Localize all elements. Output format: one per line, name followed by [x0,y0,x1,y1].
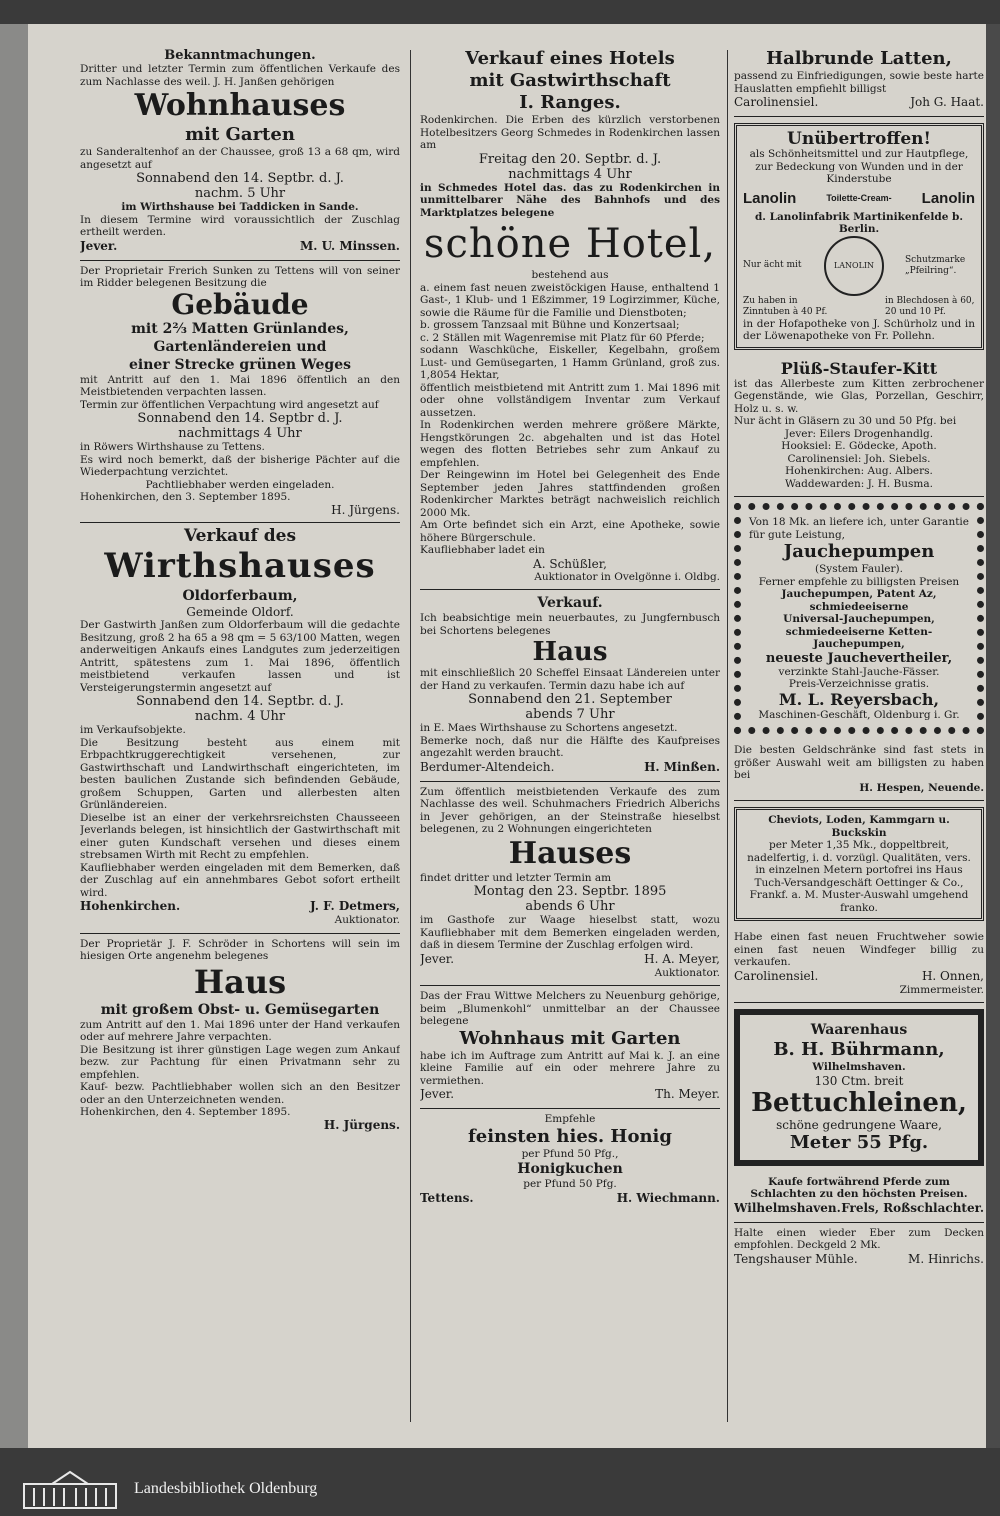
ad-title: feinsten hies. Honig [468,1125,672,1147]
ad-date: Sonnabend den 14. Septbr. d. J. [136,171,344,186]
ad-signature: H. Jürgens. [331,502,400,517]
dealer-item: Hohenkirchen: Aug. Albers. [785,465,933,477]
ad-text: Kaufliebhaber werden eingeladen mit dem Bemerken, daß der Zuschlag auf ein annehmbares Gebot sofort ertheilt wird. [80,861,400,899]
ad-text: Es wird noch bemerkt, daß der bisherige Pächter auf die Wiederpachtung verzichtet. [80,453,400,478]
ad-lanolin [734,123,984,350]
ad-signature-place: Carolinensiel. [734,95,819,109]
ad-gebaeude [80,261,400,524]
ad-text: Hohenkirchen, den 3. September 1895. [80,491,291,503]
ad-wohnhaus [80,44,400,261]
ad-price: in Blechdosen à 60, 20 und 10 Pf. [885,295,975,317]
ad-subtitle: einer Strecke grünen Weges [129,356,351,373]
ad-signature-place: Tengshauser Mühle. [734,1251,858,1266]
library-building-icon [22,1470,118,1510]
brand-name: Lanolin [921,189,975,207]
ad-buehrmann [734,1009,984,1166]
ad-text: Die Besitzung besteht aus einem mit Erbpachtkruggerechtigkeit versehenen, zur Gastwirthschaft und Landwirthschaft eingerichteten, im besten baulichen Zustande sich befindenden Gebäude, großem Schuppen, Garten und allerbesten alten Grünländereien. [80,736,400,811]
price-row [743,296,975,318]
ad-title: Wohnhaus mit Garten [459,1027,681,1049]
ad-text: Die Besitzung ist ihrer günstigen Lage wegen zum Ankauf bezw. zur Pachtung für einen Privatmann sehr zu empfehlen. [80,1043,400,1081]
ad-place: Wilhelmshaven. [812,1061,906,1073]
ad-text: mit Antritt auf den 1. Mai 1896 öffentlich an den Meistbietenden verpachten lassen. [80,373,400,398]
ad-wohnhaus-garten [420,986,720,1109]
ad-pferde [734,1172,984,1223]
ad-subtitle: mit großem Obst- u. Gemüsegarten [100,1001,380,1018]
dealer-item: Jever: Eilers Drogenhandlg. [784,427,934,440]
product-line: schmiedeeiserne Ketten-Jauchepumpen, [785,625,933,650]
ad-title: Kaufe fortwährend Pferde zum Schlachten zu den höchsten Preisen. [750,1175,968,1200]
ad-geldschraenke [734,740,984,801]
ad-title: Wirthshauses [104,546,376,586]
ad-signature: H. Jürgens. [323,1117,400,1132]
ad-signature: H. Wiechmann. [616,1190,720,1205]
ad-time: nachmittags 4 Uhr [508,166,632,182]
ad-time: nachm. 5 Uhr [194,186,286,201]
ad-text: in der Hofapotheke von J. Schürholz und in der Löwenapotheke von Fr. Pollehn. [743,317,975,342]
ad-heading: Verkauf des [183,526,297,546]
ad-place: im Verkaufsobjekte. [80,724,186,736]
ad-text: habe ich im Auftrage zum Antritt auf Mai k. J. an eine kleine Familie auf ein oder mehrere Jahre zu vermiethen. [420,1049,720,1087]
ad-windfeger [734,927,984,1003]
ad-signature-place: Berdumer-Altendeich. [420,759,555,774]
ad-signature-place: Jever. [420,1087,455,1101]
ad-text: Der Reingewinn im Hotel bei Gelegenheit des Ende September jeden Jahres stattfindenden großen Rodenkircher Marktes beträgt nachweislich reichlich 2000 Mk. [420,469,720,519]
ad-text: Nur ächt in Gläsern zu 30 und 50 Pfg. bei [734,415,957,427]
ad-signature-place: Tettens. [420,1190,474,1205]
ad-text: Dritter und letzter Termin zum öffentlichen Verkaufe des zum Nachlasse des weil. J. H. Janßen gehörigen [80,63,400,88]
ad-signature: Joh G. Haat. [910,95,984,109]
ad-text: 130 Ctm. breit [814,1073,904,1088]
ad-title: schöne Hotel, [423,221,717,267]
ad-text: In diesem Termine wird voraussichtlich der Zuschlag ertheilt werden. [80,213,400,238]
ad-subtitle: schöne gedrungene Waare, [776,1117,942,1132]
ad-text: Zum öffentlich meistbietenden Verkaufe des zum Nachlasse des weil. Schuhmachers Friedrich Alberichs in Jever gehörigen, an der Steinstraße hieselbst belegenen, zu 2 Wohnungen eingerichteten [420,785,720,835]
ad-text: in Schmedes Hotel das. das zu Rodenkirchen in unmittelbarer Nähe des Bahnhofs und des Marktplatzes belegene [420,181,720,219]
ad-text: findet dritter und letzter Termin am [420,871,612,884]
ad-price: Meter 55 Pfg. [789,1131,929,1153]
ad-list-item: c. 2 Ställen mit Wagenremise mit Platz für 60 Pferde; [420,331,705,344]
ad-time: abends 6 Uhr [525,899,615,914]
ad-text: Bemerke noch, daß nur die Hälfte des Kaufpreises angezahlt werden braucht. [420,734,720,759]
ad-jauchepumpen [734,503,984,734]
ad-list-item: a. einem fast neuen zweistöckigen Hause, enthaltend 1 Gast-, 1 Klub- und 1 Eßzimmer, 19 Logirzimmer, Küche, sowie die Räume für die Familie und Dienstboten; [420,281,720,319]
ad-text: Nur ächt mit [743,260,802,270]
ad-maker: d. Lanolinfabrik Martinikenfelde b. Berlin. [754,210,964,235]
ad-signature: H. Minßen. [644,759,720,774]
ad-signature-place: Wilhelmshaven. [734,1200,841,1215]
ad-text: öffentlich meistbietend mit Antritt zum 1. Mai 1896 mit oder ohne vollständigem Inventar zum Verkauf aussetzen. [420,381,720,419]
ad-heading: Bekanntmachungen. [164,48,316,63]
ad-heading: Waarenhaus [810,1022,908,1038]
ad-signature-place: Carolinensiel. [734,968,819,983]
ad-title: I. Ranges. [519,92,621,113]
ad-text: Rodenkirchen. Die Erben des kürzlich verstorbenen Hotelbesitzers Georg Schmedes in Rodenkirchen lassen am [420,114,720,151]
ad-text: zum Antritt auf den 1. Mai 1896 unter der Hand verkaufen oder auf mehrere Jahre verpachten. [80,1018,400,1043]
ad-signature: Frels, Roßschlachter. [841,1200,984,1215]
ad-date: Sonnabend den 14. Septbr. d. J. [136,694,344,709]
ad-firm: M. L. Reyersbach, [778,689,940,709]
ad-date: Sonnabend den 14. Septbr d. J. [137,411,343,426]
ad-text: Hohenkirchen, den 4. September 1895. [80,1106,291,1118]
ad-title: Hauses [508,835,632,871]
ad-text: Termin zur öffentlichen Verpachtung wird angesetzt auf [80,398,379,411]
brand-name: Lanolin [743,189,797,207]
ad-text: mit einschließlich 20 Scheffel Einsaat Ländereien unter der Hand zu verkaufen. Termin dazu habe ich auf [420,667,720,692]
ad-title: Verkauf eines Hotels [465,48,675,69]
product-line: verzinkte Stahl-Jauche-Fässer. [778,665,940,678]
ad-signature: A. Schüßler, [533,556,607,571]
ad-hotel [420,44,720,590]
ad-text: Der Gastwirth Janßen zum Oldorferbaum will die gedachte Besitzung, groß 2 ha 65 a 98 qm = 5 63/100 Matten, wegen anderweitigen Ankaufs eines Landgutes zum jederzeitigen Antritt, spätestens zum 1. Mai 1896, öffentlich meistbietend verkaufen lassen und ist Versteigerungstermin angesetzt auf [80,619,400,694]
ad-title: Haus [193,962,287,1001]
dealer-item: Hooksiel: E. Gödecke, Apoth. [781,440,937,452]
newspaper-page [28,24,986,1448]
ad-text: sodann Waschküche, Eiskeller, Kegelbahn, großem Lust- und Gemüsegarten, 1 Hamm Grünland, groß zus. 1,8054 Hektar, [420,344,720,381]
ad-price: Zu haben in Zinntuben à 40 Pf. [743,295,828,317]
page-edge-left [0,24,28,1448]
ad-text: bestehend aus [531,269,609,281]
ad-time: nachm. 4 Uhr [194,709,286,724]
ad-kitt [734,356,984,498]
ad-text: Der Proprietair Frerich Sunken zu Tettens will von seiner im Ridder belegenen Besitzung die [80,264,400,289]
ad-text: im Gasthofe zur Waage hieselbst statt, wozu Kaufliebhaber mit dem Bemerken eingeladen werden, daß in diesem Termine der Zuschlag erfolgen wird. [420,914,720,951]
ad-date: Montag den 23. Septbr. 1895 [473,884,667,899]
ad-time: abends 7 Uhr [525,707,615,722]
ad-signature: H. A. Meyer, [644,951,720,966]
ad-text: Habe einen fast neuen Fruchtweher sowie einen fast neuen Windfeger billig zu verkaufen. [734,931,984,968]
ad-text: Pachtliebhaber werden eingeladen. [145,478,335,491]
ad-signature: H. Onnen, [921,968,984,983]
ad-text: Der Proprietär J. F. Schröder in Schortens will sein im hiesigen Orte angenehm belegenes [80,937,400,962]
ad-text: Dieselbe ist an einer der verkehrsreichsten Chausseeen Jeverlands belegen, ist hinsichtlich der Gastwirthschaft mit einer guten Kundschaft versehen und dieses einem strebsamen Wirth mit Recht zu empfehlen. [80,811,400,861]
ad-signature: M. Hinrichs. [908,1251,984,1266]
ad-title: Bettuchleinen, [751,1087,967,1118]
ad-haus-schortens [80,934,400,1138]
ad-text: Von 18 Mk. an liefere ich, unter Garantie für gute Leistung, [749,516,969,541]
column-rule [727,50,728,1422]
ad-firm-address: Maschinen-Geschäft, Oldenburg i. Gr. [758,708,960,721]
ad-title: Jauchepumpen [783,541,935,562]
ad-price: per Pfund 50 Pfg. [523,1178,617,1190]
library-label: Landesbibliothek Oldenburg [134,1480,318,1497]
ad-heading: Verkauf. [537,595,603,611]
product-line: schmiedeeiserne [809,600,909,613]
ad-verkauf-haus [420,590,720,782]
column-3 [734,44,984,1428]
ad-subtitle: mit Garten [185,124,295,145]
ad-signature: H. Hespen, Neuende. [859,781,984,794]
ad-title: Cheviots, Loden, Kammgarn u. Buckskin [768,814,950,839]
ad-title: Halbrunde Latten, [766,48,952,69]
ad-signature: J. F. Detmers, [310,899,400,913]
ad-signature: Th. Meyer. [655,1087,720,1101]
ad-text: passend zu Einfriedigungen, sowie beste harte Hauslatten empfiehlt billigst [734,70,984,95]
ad-signature-role: Auktionator in Ovelgönne i. Oldbg. [534,570,720,583]
ad-latten [734,44,984,117]
library-footer [0,1448,1000,1516]
logo-text: LANOLIN [833,261,875,270]
ad-text: Am Orte befindet sich ein Arzt, eine Apotheke, sowie höhere Bürgerschule. [420,519,720,544]
ad-signature-place: Jever. [80,238,118,253]
ad-subtitle: Oldorferbaum, [182,588,298,604]
ad-subtitle: Gartenländereien und [153,338,327,355]
ad-signature-role: Auktionator. [654,966,720,979]
ad-cheviots [734,807,984,921]
ad-text: Empfehle [544,1113,596,1125]
page-edge-right [986,24,1000,1448]
ad-text: Halte einen wieder Eber zum Decken empfohlen. Deckgeld 2 Mk. [734,1226,984,1251]
ad-title: Gebäude [171,287,309,321]
ad-text: Das der Frau Wittwe Melchers zu Neuenburg gehörige, beim „Blumenkohl“ unmittelbar an der Chaussee belegene [420,990,720,1027]
column-1 [80,44,400,1428]
brand-product: Toilette-Cream- [826,193,892,203]
ad-title: Haus [532,637,608,667]
ad-text: Schutzmarke „Pfeilring“. [905,254,966,276]
ad-title: mit Gastwirthschaft [469,70,671,91]
column-2 [420,44,720,1428]
ad-text: Kaufliebhaber ladet ein [420,544,545,556]
pfeilring-logo-icon [824,236,884,296]
product-line: Jauchepumpen, Patent Az, [781,588,937,600]
ad-text: In Rodenkirchen werden mehrere größere Märkte, Hengstkörungen 2c. abgehalten und ist das Hotel wegen des flotten Betriebes sehr zum Ankauf zu empfehlen. [420,419,720,469]
ad-text: in E. Maes Wirthshause zu Schortens angesetzt. [420,722,678,734]
ad-text: Die besten Geldschränke sind fast stets in größer Auswahl weit am billigsten zu haben bei [734,744,984,781]
dealer-item: Waddewarden: J. H. Busma. [785,477,933,490]
ad-date: Freitag den 20. Septbr. d. J. [478,151,662,167]
product-line: Universal-Jauchepumpen, [783,613,935,625]
ad-text: Ferner empfehle zu billigsten Preisen [758,575,960,588]
column-rule [410,50,411,1422]
ad-text: ist das Allerbeste zum Kitten zerbrochener Gegenstände, wie Glas, Porzellan, Geschirr, Holz u. s. w. [734,377,984,415]
ad-time: nachmittags 4 Uhr [178,426,302,441]
ad-text: per Meter 1,35 Mk., doppeltbreit, nadelfertig, i. d. vorzügl. Qualitäten, vers. in einzelnen Metern portofrei ins Haus Tuch-Versandgeschäft Oettinger & Co., Frankf. a. M. Muster-Auswahl umgehend franko. [747,839,971,914]
ad-place: im Wirthshause bei Taddicken in Sande. [121,201,359,213]
ad-title: Honigkuchen [517,1161,623,1177]
ad-date: Sonnabend den 21. September [468,692,672,707]
ad-signature-place: Jever. [420,951,455,966]
ad-subtitle: mit 2⅔ Matten Grünlandes, [131,320,349,337]
product-line: Preis-Verzeichnisse gratis. [788,678,930,690]
ad-honig [420,1109,720,1212]
ad-wirthshaus [80,523,400,934]
ad-text: Kauf- bezw. Pachtliebhaber wollen sich an den Besitzer oder an den Unterzeichneten wenden. [80,1081,400,1106]
brand-line [743,190,975,207]
ad-place: in Röwers Wirthshause zu Tettens. [80,441,265,453]
ad-signature: M. U. Minssen. [300,238,400,253]
ad-subtitle: (System Fauler). [815,563,903,575]
trademark-row [743,236,975,296]
ad-eber [734,1223,984,1273]
ad-signature-role: Zimmermeister. [899,983,984,996]
ad-title: Wohnhauses [134,88,346,123]
ad-title: B. H. Bührmann, [773,1039,945,1060]
ad-list-item: b. grossem Tanzsaal mit Bühne und Konzertsaal; [420,319,680,331]
ad-subtitle: Gemeinde Oldorf. [186,605,294,619]
ad-title: Unübertroffen! [787,129,931,149]
ad-signature-place: Hohenkirchen. [80,899,181,913]
ad-hauses-jever [420,782,720,987]
ad-text: als Schönheitsmittel und zur Hautpflege, zur Bedeckung von Wunden und in der Kinderstube [749,148,969,185]
ad-text: Ich beabsichtige mein neuerbautes, zu Jungfernbusch bei Schortens belegenes [420,612,720,637]
dealer-item: Carolinensiel: Joh. Siebels. [787,452,931,465]
product-line: neueste Jauchevertheiler, [765,650,953,666]
ad-price: per Pfund 50 Pfg., [521,1147,619,1160]
ad-signature-role: Auktionator. [334,914,400,926]
ad-title: Plüß-Staufer-Kitt [780,358,938,378]
ad-text: zu Sanderaltenhof an der Chaussee, groß 13 a 68 qm, wird angesetzt auf [80,146,400,171]
